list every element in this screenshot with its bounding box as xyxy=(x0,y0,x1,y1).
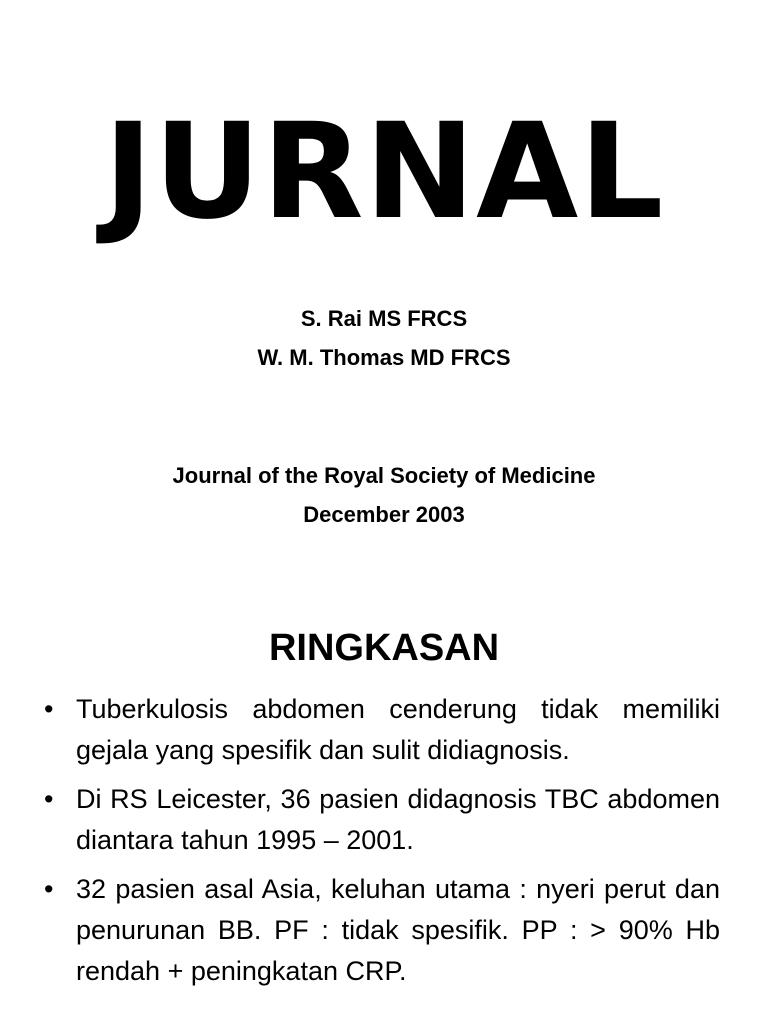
publication-info xyxy=(0,456,768,534)
bullet-icon: • xyxy=(44,694,54,724)
author-name: S. Rai MS FRCS xyxy=(300,306,468,331)
publication-date: December 2003 xyxy=(303,502,465,527)
summary-bullet-list xyxy=(0,689,768,1000)
list-item xyxy=(0,869,768,992)
bullet-text: 32 pasien asal Asia, keluhan utama : nyeri perut dan penurunan BB. PF : tidak spesifik. PP : > 90% Hb rendah + peningkatan CRP. xyxy=(76,874,720,986)
list-item xyxy=(0,779,768,861)
bullet-icon: • xyxy=(44,874,54,904)
journal-name: Journal of the Royal Society of Medicine xyxy=(172,463,596,488)
bullet-text: Di RS Leicester, 36 pasien didagnosis TBC abdomen diantara tahun 1995 – 2001. xyxy=(76,784,720,855)
bullet-icon: • xyxy=(44,784,54,814)
author-name: W. M. Thomas MD FRCS xyxy=(257,345,511,370)
author-list xyxy=(0,299,768,377)
list-item xyxy=(0,689,768,771)
bullet-text: Tuberkulosis abdomen cenderung tidak memiliki gejala yang spesifik dan sulit didiagnosis. xyxy=(76,694,720,765)
section-heading: RINGKASAN xyxy=(268,627,500,669)
summary-slide xyxy=(0,576,768,1024)
document-title: JURNAL xyxy=(103,95,665,249)
